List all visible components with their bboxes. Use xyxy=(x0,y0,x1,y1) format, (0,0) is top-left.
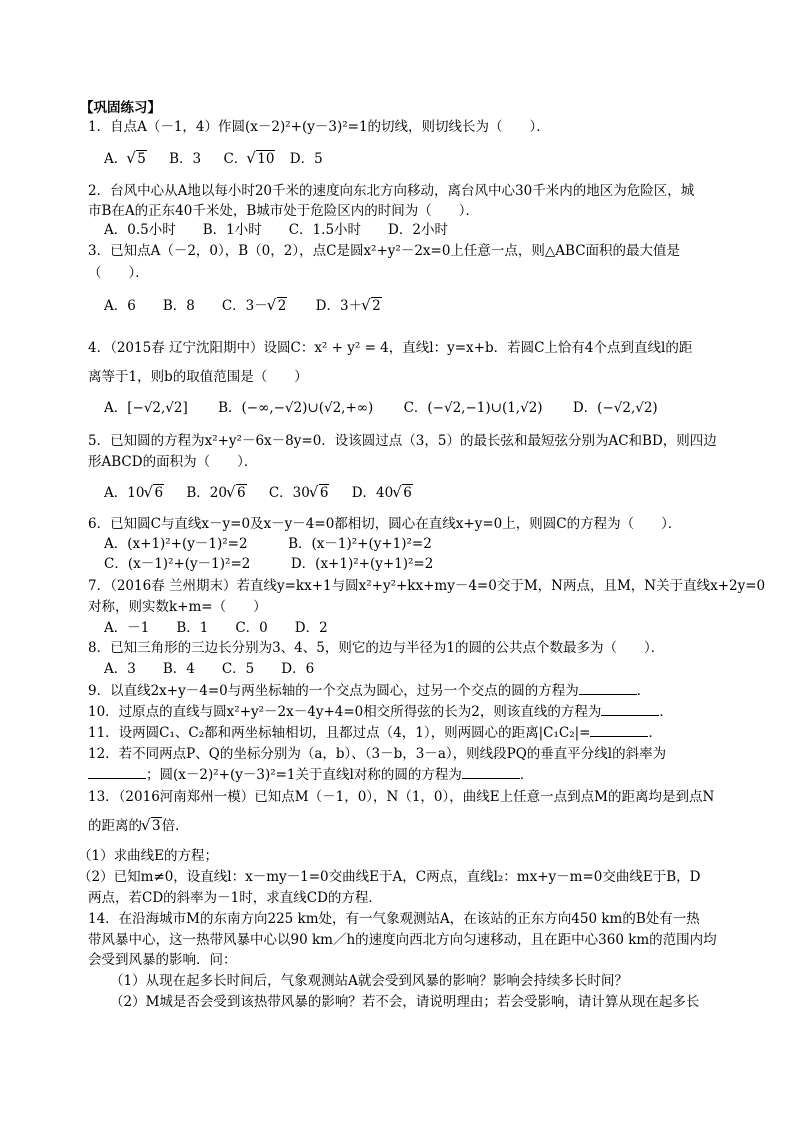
q1-options: A．√ 5 B．3 C．√ 10 D．5 xyxy=(104,151,323,167)
q2-options: A．0.5小时 B．1小时 C．1.5小时 D．2小时 xyxy=(104,222,448,238)
q13-part2-1: （2）已知m≠0，设直线l：x－my－1=0交曲线E于A，C两点，直线l₂：mx+y－m=0交曲线E于B，D xyxy=(78,869,701,885)
q8-stem: 8．已知三角形的三边长分别为3、4、5，则它的边与半径为1的圆的公共点个数最多为（ ）． xyxy=(88,640,665,656)
q5-options: A．10√ 6 B．20√ 6 C．30√ 6 D．40√ 6 xyxy=(104,485,413,501)
q6-options-cd: C．(x－1)²+(y－1)²=2 D．(x+1)²+(y+1)²=2 xyxy=(104,556,434,572)
q2-stem-2: 市B在A的正东40千米处，B城市处于危险区内的时间为（ ）． xyxy=(88,203,480,219)
q9-answer-blank[interactable] xyxy=(579,683,637,695)
q8-options: A．3 B．4 C．5 D．6 xyxy=(104,661,315,677)
q10-stem: 10．过原点的直线与圆x²+y²－2x－4y+4=0相交所得弦的长为2，则该直线的方程为 ． xyxy=(88,704,673,720)
q14-stem-3: 会受到风暴的影响．问： xyxy=(88,952,237,968)
q5-stem-2: 形ABCD的面积为（ ）． xyxy=(88,454,258,470)
q12-slope-blank[interactable] xyxy=(88,767,146,779)
q13-part2-2: 两点，若CD的斜率为－1时，求直线CD的方程． xyxy=(88,890,382,906)
q13-stem-2: 的距离的√ 3倍． xyxy=(88,818,189,834)
q11-answer-blank[interactable] xyxy=(590,725,648,737)
q1-stem: 1．自点A（－1，4）作圆(x－2)²+(y－3)²=1的切线，则切线长为（ ）． xyxy=(88,119,550,135)
q12-circle-blank[interactable] xyxy=(462,767,520,779)
q6-stem: 6．已知圆C与直线x－y=0及x－y－4=0都相切，圆心在直线x+y=0上，则圆C的方程为（ ）． xyxy=(88,516,682,532)
q7-stem-1: 7．（2016春 兰州期末）若直线y=kx+1与圆x²+y²+kx+my－4=0交于M，N两点，且M，N关于直线x+2y=0 xyxy=(88,578,766,594)
q14-stem-2: 带风暴中心，这一热带风暴中心以90 km／h的速度向西北方向匀速移动，且在距中心360 km的范围内均 xyxy=(88,932,717,948)
q4-options: A．[−√2,√2] B．(−∞,−√2)∪(√2,+∞) C．(−√2,−1)∪(1,√2) D．(−√2,√2) xyxy=(104,400,658,416)
q5-stem-1: 5．已知圆的方程为x²+y²－6x－8y=0．设该圆过点（3，5）的最长弦和最短弦分别为AC和BD，则四边 xyxy=(88,433,717,449)
q2-stem-1: 2．台风中心从A地以每小时20千米的速度向东北方向移动，离台风中心30千米内的地区为危险区，城 xyxy=(88,183,695,199)
section-header: 【巩固练习】 xyxy=(80,100,161,116)
q12-stem-2: ；圆(x－2)²+(y－3)²=1关于直线l对称的圆的方程为 ． xyxy=(88,767,533,783)
q14-part1: （1）从现在起多长时间后，气象观测站A就会受到风暴的影响？影响会持续多长时间？ xyxy=(110,973,628,989)
q7-options: A．－1 B．1 C．0 D．2 xyxy=(104,620,328,636)
q12-stem-1: 12．若不同两点P、Q的坐标分别为（a，b）、（3－b，3－a），则线段PQ的垂直平分线l的斜率为 xyxy=(88,746,667,762)
q3-stem-2: （ ）． xyxy=(88,265,149,281)
q4-stem-2: 离等于1，则b的取值范围是（ ） xyxy=(88,369,308,385)
q14-part2: （2）M城是否会受到该热带风暴的影响？若不会，请说明理由；若会受影响，请计算从现在起多长 xyxy=(110,994,700,1010)
q13-stem-1: 13．（2016河南郑州一模）已知点M（－1，0），N（1，0），曲线E上任意一点到点M的距离均是到点N xyxy=(88,789,715,805)
q3-stem-1: 3．已知点A（－2，0），B（0，2），点C是圆x²+y²－2x=0上任意一点，则△ABC面积的最大值是 xyxy=(88,243,681,259)
q3-options: A．6 B．8 C．3－√ 2 D．3＋√ 2 xyxy=(104,298,382,314)
q11-stem: 11．设两圆C₁、C₂都和两坐标轴相切，且都过点（4，1），则两圆心的距离|C₁C₂|= ． xyxy=(88,725,662,741)
q4-stem-1: 4．（2015春 辽宁沈阳期中）设圆C：x² + y² = 4，直线l：y=x+b．若圆C上恰有4个点到直线l的距 xyxy=(88,340,693,356)
q14-stem-1: 14．在沿海城市M的东南方向225 km处，有一气象观测站A，在该站的正东方向450 km的B处有一热 xyxy=(88,911,700,927)
q9-stem: 9．以直线2x+y－4=0与两坐标轴的一个交点为圆心，过另一个交点的圆的方程为 ． xyxy=(88,683,651,699)
q7-stem-2: 对称，则实数k+m=（ ） xyxy=(88,599,267,615)
q13-part1: （1）求曲线E的方程； xyxy=(78,848,218,864)
q6-options-ab: A．(x+1)²+(y－1)²=2 B．(x－1)²+(y+1)²=2 xyxy=(104,536,432,552)
q10-answer-blank[interactable] xyxy=(601,704,659,716)
